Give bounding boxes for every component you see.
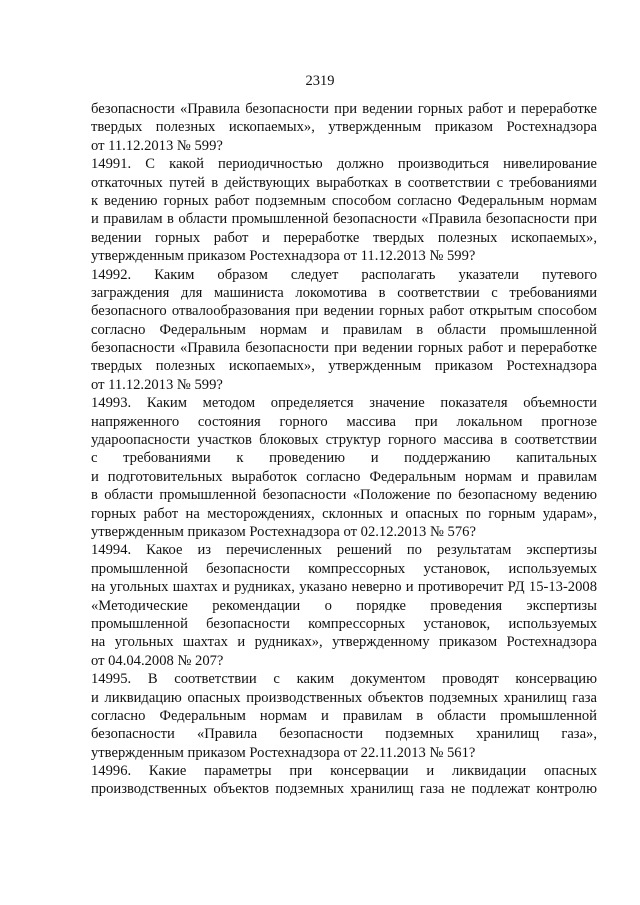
text-line: 14991. С какой периодичностью должно производиться нивелирование bbox=[91, 156, 597, 173]
text-line: горных работ на месторождениях, склонных и опасных по горным ударам», bbox=[91, 505, 597, 522]
text-line: от 11.12.2013 № 599? bbox=[91, 137, 223, 154]
text-line: в области промышленной безопасности «Положение по безопасному ведению bbox=[91, 487, 597, 504]
text-line: «Методические рекомендации о порядке проведения экспертизы bbox=[91, 597, 597, 614]
text-line: твердых полезных ископаемых», утвержденным приказом Ростехнадзора bbox=[91, 358, 597, 375]
text-line: безопасности «Правила безопасности при ведении горных работ и переработке bbox=[91, 101, 597, 117]
text-line: безопасности «Правила безопасности при ведении горных работ и переработке bbox=[91, 340, 597, 357]
text-line: на угольных шахтах и рудниках», утвержденному приказом Ростехнадзора bbox=[91, 634, 597, 651]
text-line: утвержденным приказом Ростехнадзора от 11.12.2013 № 599? bbox=[91, 248, 476, 265]
text-line: и правилам в области промышленной безопасности «Правила безопасности при bbox=[91, 211, 597, 228]
text-line: 14993. Каким методом определяется значение показателя объемности bbox=[91, 395, 597, 412]
page-number: 2319 bbox=[305, 73, 335, 89]
text-line: согласно Федеральным нормам и правилам в области промышленной bbox=[91, 707, 597, 724]
text-line: производственных объектов подземных хранилищ газа не подлежат контролю bbox=[91, 781, 597, 798]
text-line: удароопасности участков блоковых структур горного массива в соответствии bbox=[91, 432, 597, 449]
text-line: промышленной безопасности компрессорных установок, используемых bbox=[91, 615, 597, 632]
text-line: утвержденным приказом Ростехнадзора от 22.11.2013 № 561? bbox=[91, 744, 476, 761]
text-line: утвержденным приказом Ростехнадзора от 02.12.2013 № 576? bbox=[91, 523, 476, 540]
text-line: от 11.12.2013 № 599? bbox=[91, 376, 223, 393]
text-line: согласно Федеральным нормам и правилам в области промышленной bbox=[91, 321, 597, 338]
text-line: 14996. Какие параметры при консервации и ликвидации опасных bbox=[91, 763, 597, 780]
text-line: к ведению горных работ подземным способом согласно Федеральным нормам bbox=[91, 192, 597, 209]
text-line: 14992. Каким образом следует располагать указатели путевого bbox=[91, 266, 597, 283]
text-line: безопасности «Правила безопасности подземных хранилищ газа», bbox=[91, 726, 597, 743]
text-line: напряженного состояния горного массива при локальном прогнозе bbox=[91, 413, 597, 430]
text-line: заграждения для машиниста локомотива в соответствии с требованиями bbox=[91, 284, 597, 301]
text-line: промышленной безопасности компрессорных установок, используемых bbox=[91, 560, 597, 577]
text-line: безопасного отвалообразования при ведении горных работ открытым способом bbox=[91, 303, 597, 320]
text-line: и подготовительных выработок согласно Федеральным нормам и правилам bbox=[91, 468, 597, 485]
text-line: откаточных путей в действующих выработках в соответствии с требованиями bbox=[91, 174, 597, 191]
text-line: ведении горных работ и переработке твердых полезных ископаемых», bbox=[91, 229, 597, 246]
text-line: 14994. Какое из перечисленных решений по результатам экспертизы bbox=[91, 542, 597, 559]
text-line: 14995. В соответствии с каким документом проводят консервацию bbox=[91, 671, 597, 688]
text-line: от 04.04.2008 № 207? bbox=[91, 652, 224, 669]
document-body bbox=[91, 100, 597, 799]
text-line: с требованиями к проведению и поддержанию капитальных bbox=[91, 450, 597, 467]
text-line: и ликвидацию опасных производственных объектов подземных хранилищ газа bbox=[91, 689, 597, 706]
text-line: на угольных шахтах и рудниках, указано неверно и противоречит РД 15-13-2008 bbox=[91, 579, 597, 596]
text-line: твердых полезных ископаемых», утвержденным приказом Ростехнадзора bbox=[91, 119, 597, 136]
